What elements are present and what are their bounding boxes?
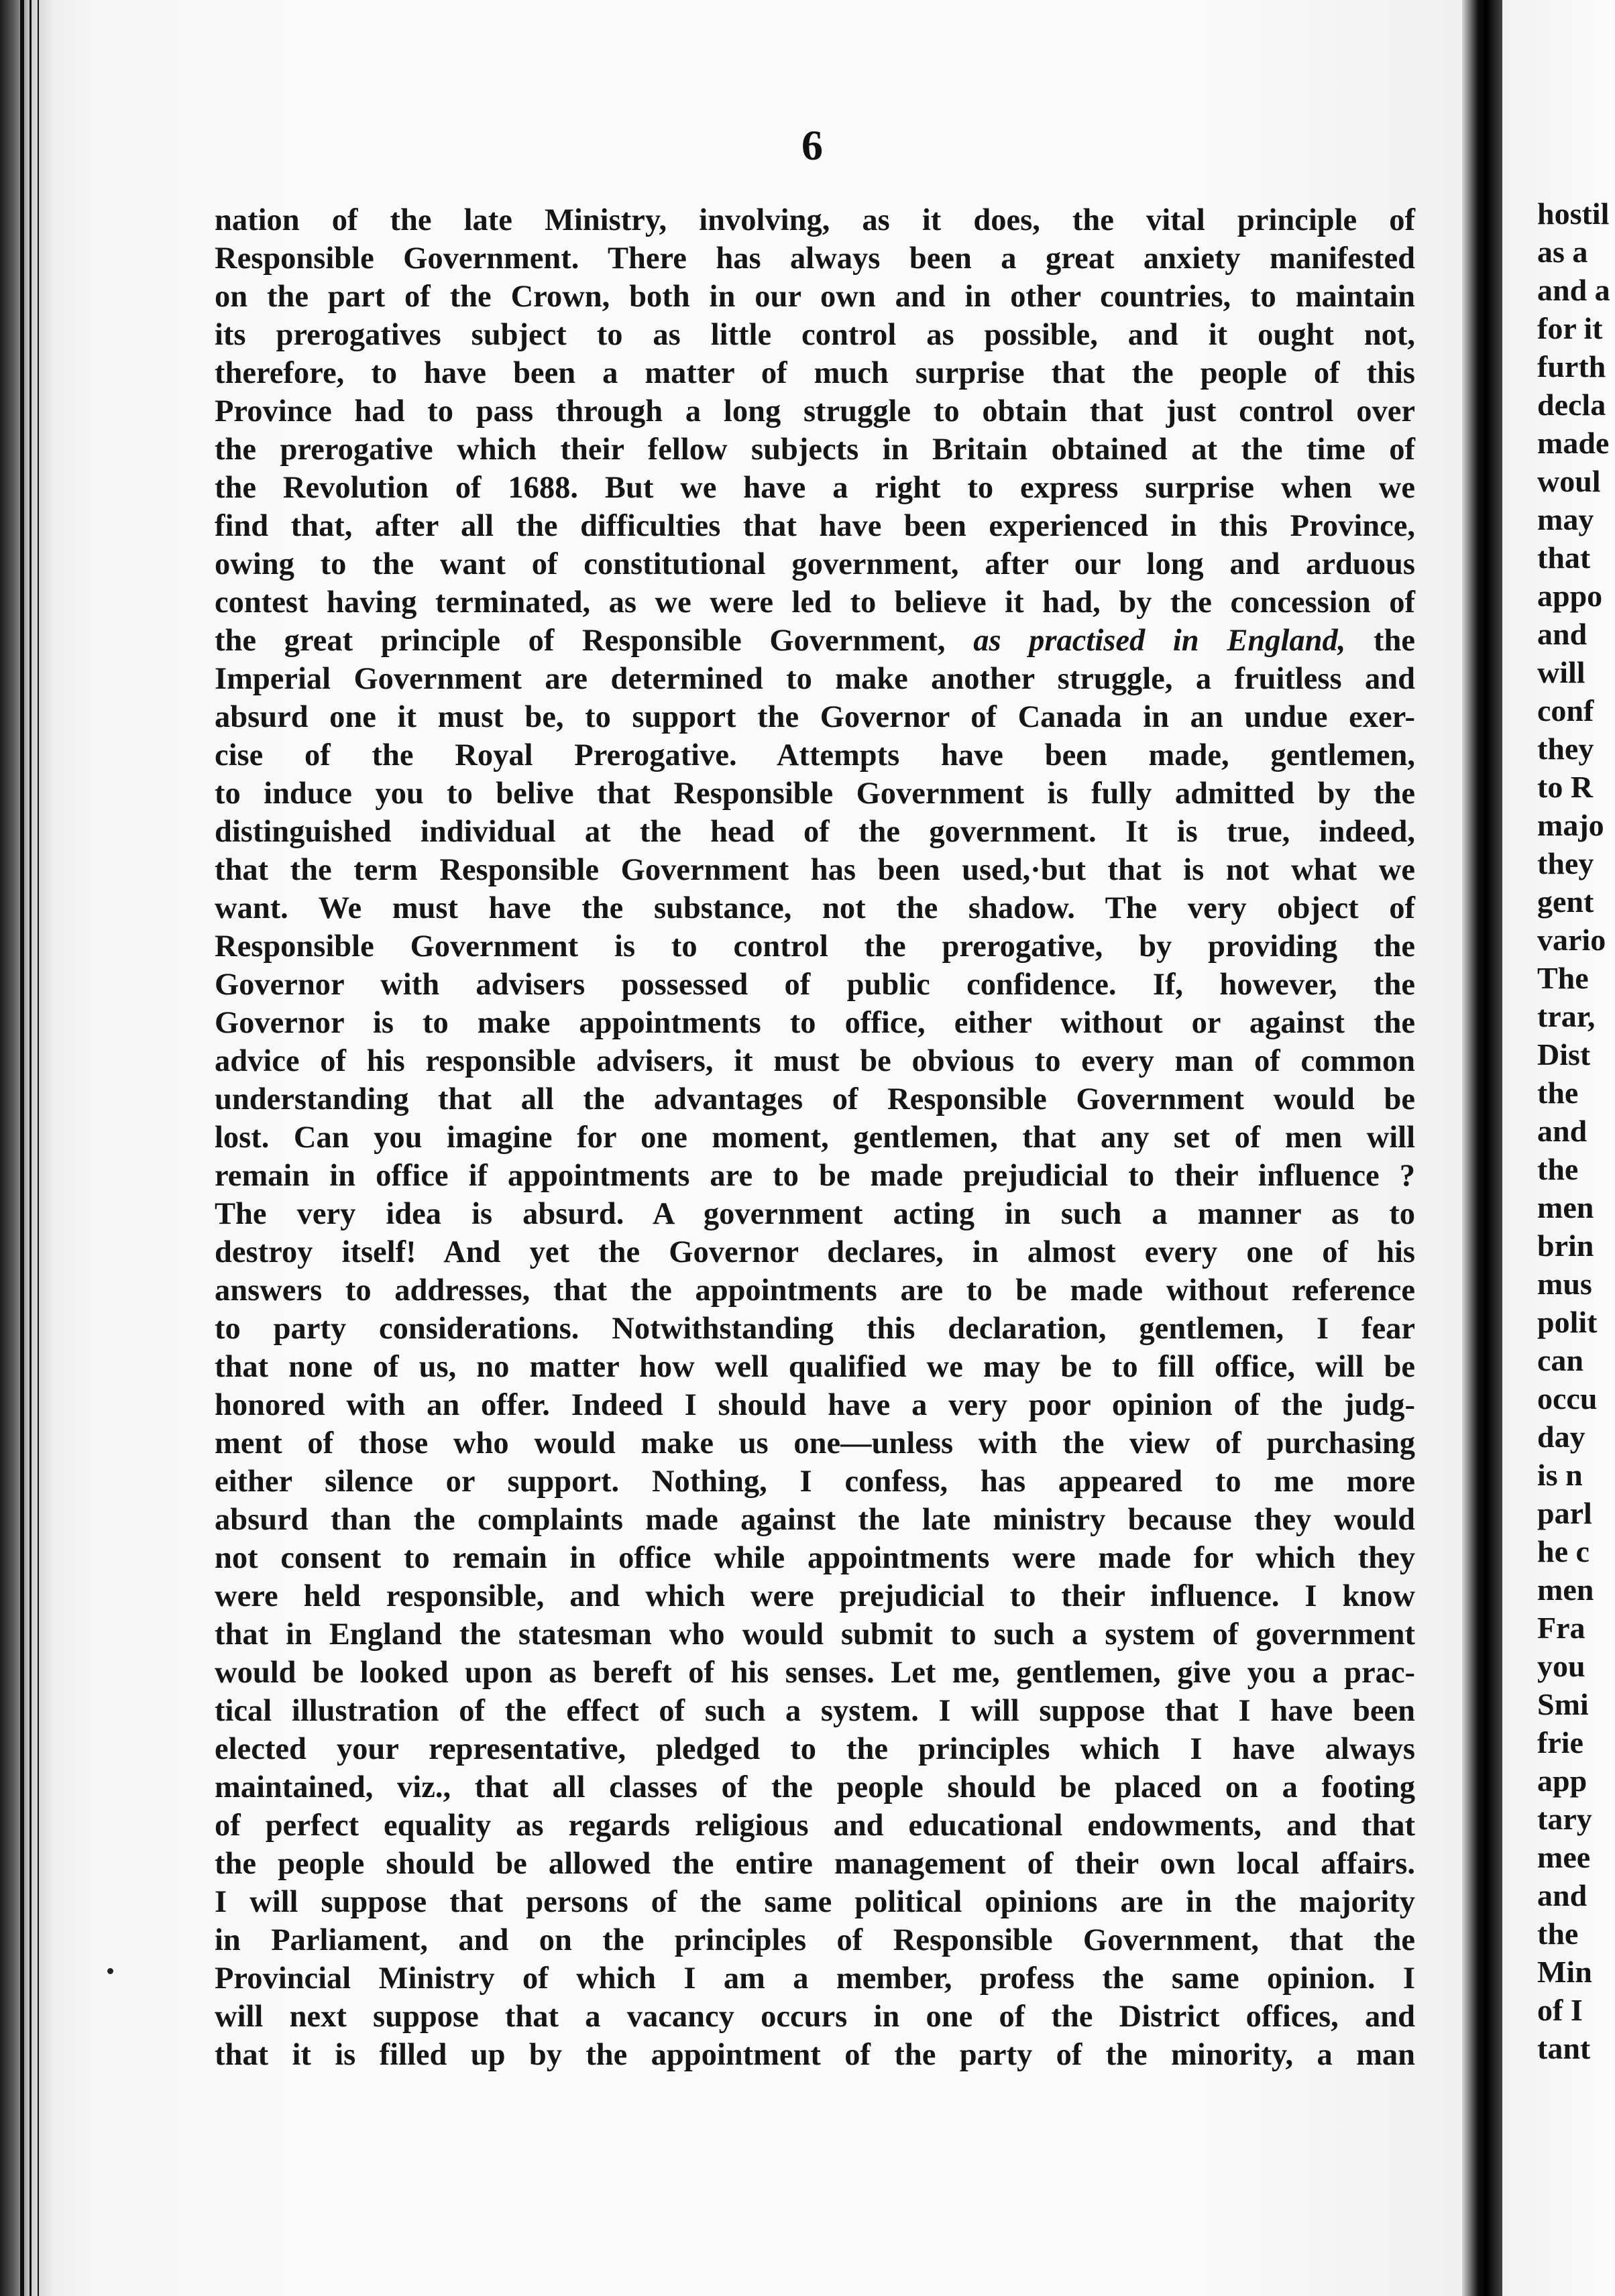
page-number: 6 [801, 121, 823, 169]
text-line: The very idea is absurd. A government acting in such a manner as to [215, 1197, 1415, 1231]
next-page-line: conf [1537, 693, 1594, 728]
next-page-line: Min [1537, 1955, 1592, 1989]
text-line: the Revolution of 1688. But we have a right to express surprise when we [215, 471, 1415, 505]
next-page-line: Fra [1537, 1611, 1585, 1645]
text-line: its prerogatives subject to as little control as possible, and it ought not, [215, 318, 1415, 352]
binding-line [20, 0, 24, 2296]
text-line: want. We must have the substance, not the shadow. The very object of [215, 891, 1415, 925]
text-line: Responsible Government is to control the prerogative, by providing the [215, 929, 1415, 964]
next-page-line: and a [1537, 273, 1610, 307]
text-line: either silence or support. Nothing, I confess, has appeared to me more [215, 1465, 1415, 1499]
text-line: to party considerations. Notwithstanding this declaration, gentlemen, I fear [215, 1312, 1415, 1346]
next-page-line: as a [1537, 235, 1588, 269]
text-line: on the part of the Crown, both in our own and in other countries, to maintain [215, 280, 1415, 314]
body-text [215, 201, 1415, 2074]
next-page-line: trar, [1537, 999, 1596, 1033]
next-page-line: men [1537, 1190, 1594, 1224]
text-line: honored with an offer. Indeed I should have a very poor opinion of the judg- [215, 1388, 1415, 1422]
text-line: of perfect equality as regards religious and educational endowments, and that [215, 1809, 1415, 1843]
text-line: will next suppose that a vacancy occurs in one of the District offices, and [215, 2000, 1415, 2034]
next-page-line: tant [1537, 2031, 1591, 2065]
binding-edge [0, 0, 101, 2296]
next-page-fragment [1537, 194, 1610, 2067]
text-line: would be looked upon as bereft of his senses. Let me, gentlemen, give you a prac- [215, 1656, 1415, 1690]
italic-phrase: as practised in England, [973, 624, 1346, 658]
binding-line [38, 0, 39, 2296]
text-line: that the term Responsible Government has been used,·but that is not what we [215, 853, 1415, 887]
text-line: find that, after all the difficulties that have been experienced in this Province, [215, 509, 1415, 543]
text-line: to induce you to belive that Responsible Government is fully admitted by the [215, 777, 1415, 811]
text-line: nation of the late Ministry, involving, as it does, the vital principle of [215, 203, 1415, 237]
page-gutter [1462, 0, 1502, 2296]
next-page-line: decla [1537, 388, 1606, 422]
text-line: cise of the Royal Prerogative. Attempts have been made, gentlemen, [215, 738, 1415, 772]
next-page-line: app [1537, 1764, 1588, 1798]
next-page-line: vario [1537, 923, 1606, 957]
text-line: absurd than the complaints made against the late ministry because they would [215, 1503, 1415, 1537]
next-page-line: woul [1537, 464, 1601, 498]
text-line: the prerogative which their fellow subjects in Britain obtained at the time of [215, 433, 1415, 467]
next-page-line: brin [1537, 1228, 1594, 1263]
text-line: maintained, viz., that all classes of the people should be placed on a footing [215, 1770, 1415, 1804]
next-page-line: The [1537, 961, 1589, 995]
next-page-line: the [1537, 1076, 1579, 1110]
text-line: absurd one it must be, to support the Governor of Canada in an undue exer- [215, 700, 1415, 734]
text-line: owing to the want of constitutional government, after our long and arduous [215, 547, 1415, 581]
text-line: Responsible Government. There has always been a great anxiety manifested [215, 241, 1415, 276]
text-line: advice of his responsible advisers, it must be obvious to every man of common [215, 1044, 1415, 1078]
next-page-line: mee [1537, 1840, 1591, 1874]
text-line: that in England the statesman who would submit to such a system of government [215, 1617, 1415, 1652]
text-line: contest having terminated, as we were led to believe it had, by the concession of [215, 585, 1415, 620]
next-page-line: you [1537, 1649, 1585, 1683]
margin-speck [107, 1968, 113, 1974]
next-page-line: frie [1537, 1725, 1583, 1760]
text-line: in Parliament, and on the principles of Responsible Government, that the [215, 1923, 1415, 1957]
text-line: the great principle of Responsible Government, as practised in England, the [215, 624, 1415, 658]
next-page-line: is n [1537, 1458, 1583, 1492]
next-page-line: to R [1537, 770, 1594, 804]
text-line: Province had to pass through a long struggle to obtain that just control over [215, 394, 1415, 428]
next-page-line: appo [1537, 579, 1603, 613]
text-line: were held responsible, and which were prejudicial to their influence. I know [215, 1579, 1415, 1613]
next-page-line: that [1537, 540, 1591, 575]
next-page-line: parl [1537, 1496, 1592, 1530]
text-line: that it is filled up by the appointment of the party of the minority, a man [215, 2038, 1415, 2072]
next-page-line: tary [1537, 1802, 1592, 1836]
text-line: therefore, to have been a matter of much surprise that the people of this [215, 356, 1415, 390]
next-page-line: can [1537, 1343, 1583, 1377]
text-line: that none of us, no matter how well qualified we may be to fill office, will be [215, 1350, 1415, 1384]
next-page-line: of I [1537, 1993, 1583, 2027]
next-page-line: may [1537, 502, 1594, 536]
next-page-line: and [1537, 617, 1588, 651]
text-line: Provincial Ministry of which I am a member, profess the same opinion. I [215, 1961, 1415, 1996]
binding-line [30, 0, 32, 2296]
next-page-line: and [1537, 1114, 1588, 1148]
text-line: Imperial Government are determined to make another struggle, a fruitless and [215, 662, 1415, 696]
text-line: understanding that all the advantages of Responsible Government would be [215, 1082, 1415, 1116]
text-line: ment of those who would make us one—unless with the view of purchasing [215, 1426, 1415, 1460]
next-page-line: occu [1537, 1381, 1598, 1416]
next-page-line: furth [1537, 349, 1606, 384]
next-page-line: mus [1537, 1267, 1592, 1301]
text-line: I will suppose that persons of the same political opinions are in the majority [215, 1885, 1415, 1919]
text-line: tical illustration of the effect of such a system. I will suppose that I have been [215, 1694, 1415, 1728]
next-page-line: men [1537, 1572, 1594, 1607]
next-page-line: Smi [1537, 1687, 1589, 1721]
next-page-line: the [1537, 1152, 1579, 1186]
next-page-line: they [1537, 732, 1594, 766]
next-page-line: day [1537, 1420, 1585, 1454]
next-page-line: the [1537, 1916, 1579, 1951]
text-line: distinguished individual at the head of the government. It is true, indeed, [215, 815, 1415, 849]
next-page-line: hostil [1537, 196, 1610, 231]
text-line: answers to addresses, that the appointments are to be made without reference [215, 1273, 1415, 1308]
next-page-line: gent [1537, 884, 1594, 919]
text-line: Governor is to make appointments to office, either without or against the [215, 1006, 1415, 1040]
text-line: remain in office if appointments are to be made prejudicial to their influence ? [215, 1159, 1415, 1193]
next-page-line: he c [1537, 1534, 1590, 1568]
next-page-line: and [1537, 1878, 1588, 1912]
next-page-line: for it [1537, 311, 1603, 345]
next-page-line: polit [1537, 1305, 1598, 1339]
next-page-line: made [1537, 426, 1610, 460]
next-page-line: Dist [1537, 1037, 1591, 1072]
text-line: destroy itself! And yet the Governor declares, in almost every one of his [215, 1235, 1415, 1269]
next-page-line: majo [1537, 808, 1604, 842]
text-line: not consent to remain in office while appointments were made for which they [215, 1541, 1415, 1575]
next-page-line: will [1537, 655, 1585, 689]
text-line: lost. Can you imagine for one moment, gentlemen, that any set of men will [215, 1121, 1415, 1155]
next-page-line: they [1537, 846, 1594, 880]
text-line: the people should be allowed the entire management of their own local affairs. [215, 1847, 1415, 1881]
text-line: Governor with advisers possessed of public confidence. If, however, the [215, 968, 1415, 1002]
text-line: elected your representative, pledged to the principles which I have always [215, 1732, 1415, 1766]
